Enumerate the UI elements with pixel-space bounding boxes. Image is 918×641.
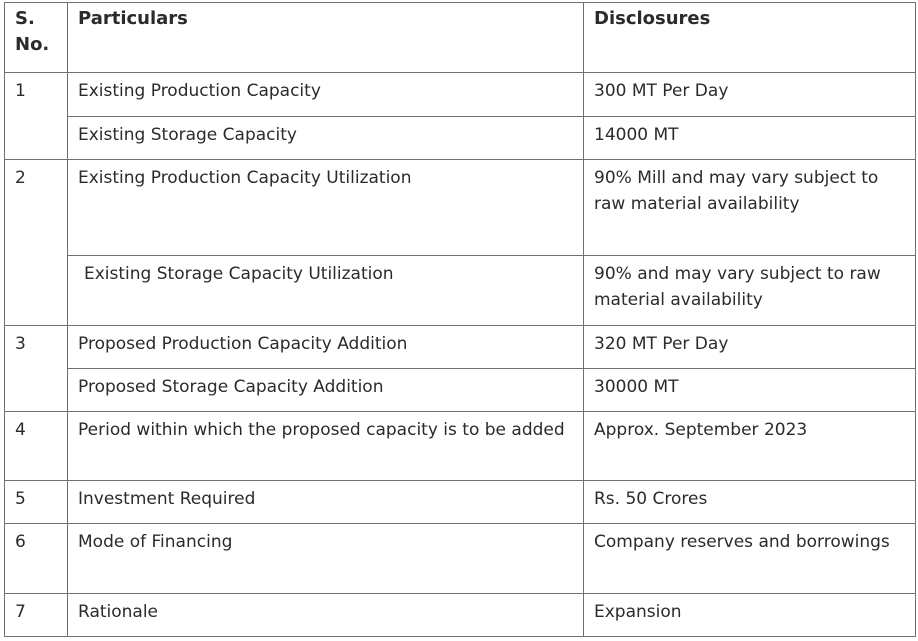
row-disclosure: 320 MT Per Day <box>584 326 916 369</box>
row-sno: 6 <box>5 524 68 594</box>
row-sno: 7 <box>5 594 68 637</box>
row-sno: 2 <box>5 160 68 326</box>
table-row <box>5 594 916 637</box>
table-row <box>5 524 916 594</box>
table-row <box>5 117 916 160</box>
row-particular: Proposed Storage Capacity Addition <box>68 369 584 412</box>
row-particular: Existing Production Capacity <box>68 73 584 117</box>
table-row <box>5 369 916 412</box>
row-sno: 5 <box>5 481 68 524</box>
row-disclosure: Approx. September 2023 <box>584 412 916 481</box>
row-particular: Existing Storage Capacity <box>68 117 584 160</box>
table-row <box>5 412 916 481</box>
row-disclosure: 90% and may vary subject to raw material availability <box>584 256 916 326</box>
row-particular: Existing Production Capacity Utilization <box>68 160 584 256</box>
row-particular: Rationale <box>68 594 584 637</box>
row-sno: 4 <box>5 412 68 481</box>
header-row <box>5 3 916 73</box>
row-disclosure: 300 MT Per Day <box>584 73 916 117</box>
row-disclosure: Company reserves and borrowings <box>584 524 916 594</box>
row-particular: Existing Storage Capacity Utilization <box>68 256 584 326</box>
header-sno: S. No. <box>5 3 68 73</box>
table-row <box>5 256 916 326</box>
row-particular: Period within which the proposed capacity is to be added <box>68 412 584 481</box>
row-disclosure: Rs. 50 Crores <box>584 481 916 524</box>
row-disclosure: Expansion <box>584 594 916 637</box>
header-disclosures: Disclosures <box>584 3 916 73</box>
row-particular: Investment Required <box>68 481 584 524</box>
row-sno: 1 <box>5 73 68 160</box>
row-particular: Mode of Financing <box>68 524 584 594</box>
row-disclosure: 30000 MT <box>584 369 916 412</box>
row-particular: Proposed Production Capacity Addition <box>68 326 584 369</box>
row-disclosure: 14000 MT <box>584 117 916 160</box>
disclosure-table <box>4 2 916 637</box>
row-disclosure: 90% Mill and may vary subject to raw material availability <box>584 160 916 256</box>
table-row <box>5 73 916 117</box>
table-row <box>5 481 916 524</box>
row-sno: 3 <box>5 326 68 412</box>
table-row <box>5 326 916 369</box>
table-row <box>5 160 916 256</box>
header-particulars: Particulars <box>68 3 584 73</box>
